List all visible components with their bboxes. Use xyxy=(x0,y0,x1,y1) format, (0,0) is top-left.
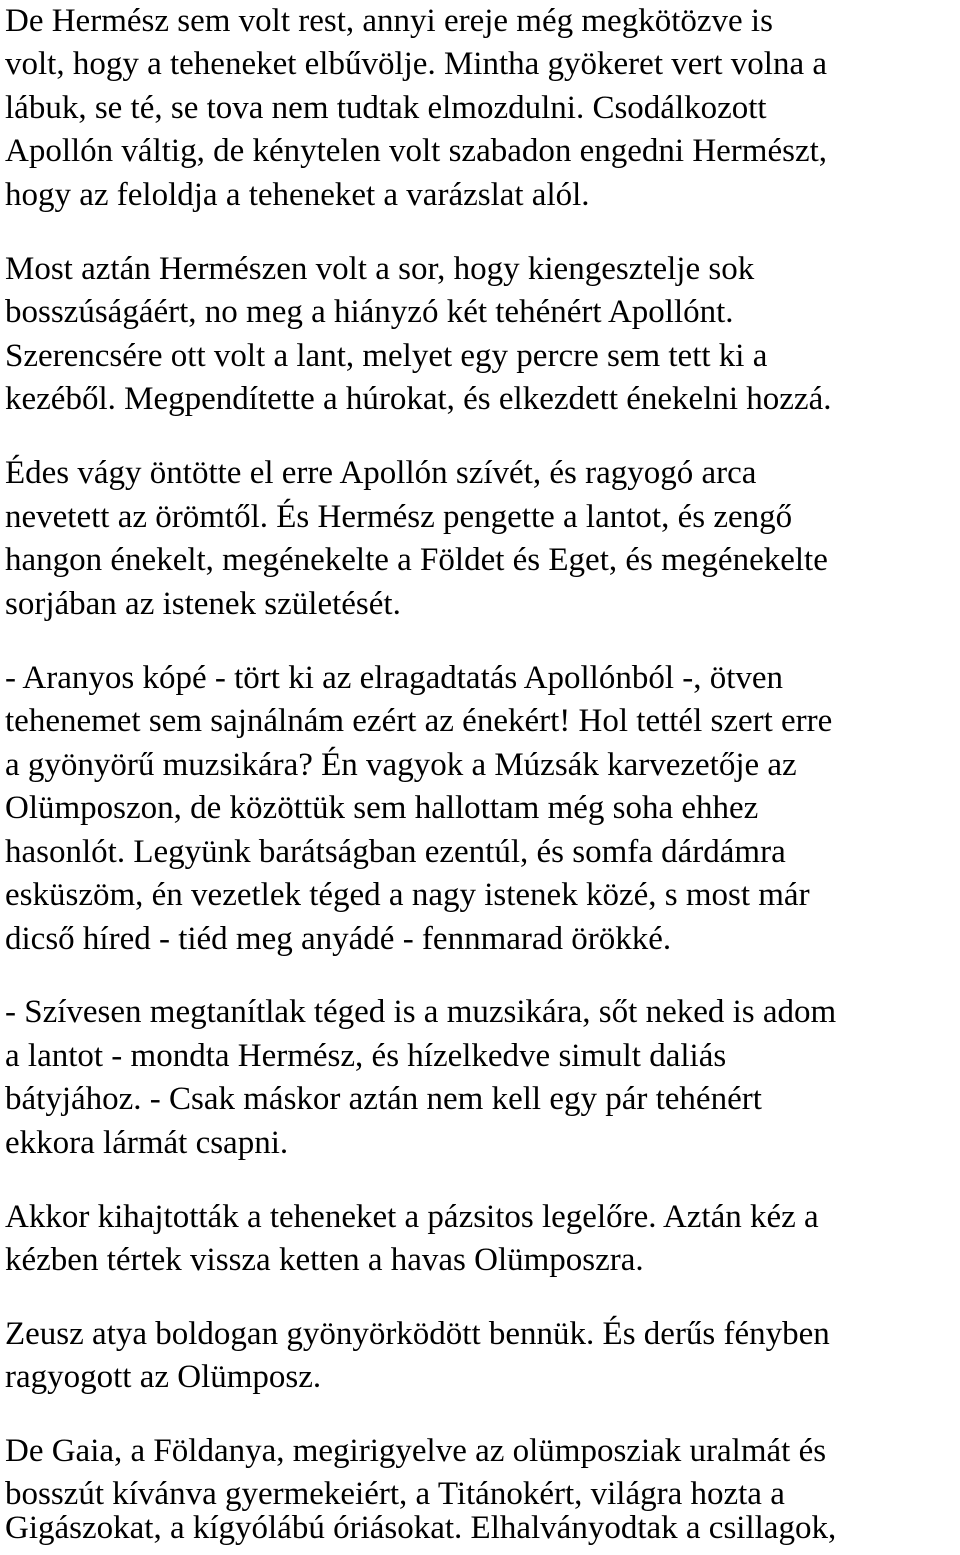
text-line: Olümposzon, de közöttük sem hallottam még soha ehhez xyxy=(5,790,759,826)
text-line: a gyönyörű muzsikára? Én vagyok a Múzsák karvezetője az xyxy=(5,747,797,783)
text-line: dicső híred - tiéd meg anyádé - fennmarad örökké. xyxy=(5,921,672,957)
text-line: bátyjához. - Csak máskor aztán nem kell egy pár tehénért xyxy=(5,1081,762,1117)
text-line: esküszöm, én vezetlek téged a nagy istenek közé, s most már xyxy=(5,877,810,913)
text-line: De Gaia, a Földanya, megirigyelve az olümposziak uralmát és xyxy=(5,1433,827,1469)
text-line: hasonlót. Legyünk barátságban ezentúl, és somfa dárdámra xyxy=(5,834,786,870)
text-line: De Hermész sem volt rest, annyi ereje még megkötözve is xyxy=(5,3,773,39)
text-line: volt, hogy a teheneket elbűvölje. Mintha gyökeret vert volna a xyxy=(5,46,828,82)
text-line: Akkor kihajtották a teheneket a pázsitos legelőre. Aztán kéz a xyxy=(5,1199,819,1235)
text-line: lábuk, se té, se tova nem tudtak elmozdulni. Csodálkozott xyxy=(5,90,767,126)
text-line: Zeusz atya boldogan gyönyörködött bennük. És derűs fényben xyxy=(5,1316,830,1352)
text-line: kezéből. Megpendítette a húrokat, és elkezdett énekelni hozzá. xyxy=(5,381,832,417)
text-line: kézben tértek vissza ketten a havas Olümposzra. xyxy=(5,1242,644,1278)
text-line: Szerencsére ott volt a lant, melyet egy percre sem tett ki a xyxy=(5,338,768,374)
text-line: - Aranyos kópé - tört ki az elragadtatás Apollónból -, ötven xyxy=(5,660,784,696)
text-line: hangon énekelt, megénekelte a Földet és Eget, és megénekelte xyxy=(5,542,828,578)
text-line: a lantot - mondta Hermész, és hízelkedve simult daliás xyxy=(5,1038,727,1074)
text-line: hogy az feloldja a teheneket a varázslat alól. xyxy=(5,177,590,213)
text-line: nevetett az örömtől. És Hermész pengette a lantot, és zengő xyxy=(5,499,793,535)
text-line: Gigászokat, a kígyólábú óriásokat. Elhalványodtak a csillagok, xyxy=(5,1510,837,1546)
text-line: bosszút kívánva gyermekeiért, a Titánokért, világra hozta a xyxy=(5,1476,785,1512)
text-line: - Szívesen megtanítlak téged is a muzsikára, sőt neked is adom xyxy=(5,994,837,1030)
text-line: sorjában az istenek születését. xyxy=(5,586,401,622)
text-line: tehenemet sem sajnálnám ezért az énekért! Hol tettél szert erre xyxy=(5,703,833,739)
text-line: ragyogott az Olümposz. xyxy=(5,1359,322,1395)
text-line: bosszúságáért, no meg a hiányzó két tehénért Apollónt. xyxy=(5,294,734,330)
text-line: Apollón váltig, de kénytelen volt szabadon engedni Hermészt, xyxy=(5,133,828,169)
text-line: ekkora lármát csapni. xyxy=(5,1125,289,1161)
text-line: Édes vágy öntötte el erre Apollón szívét, és ragyogó arca xyxy=(5,455,757,491)
text-line: Most aztán Hermészen volt a sor, hogy kiengesztelje sok xyxy=(5,251,755,287)
